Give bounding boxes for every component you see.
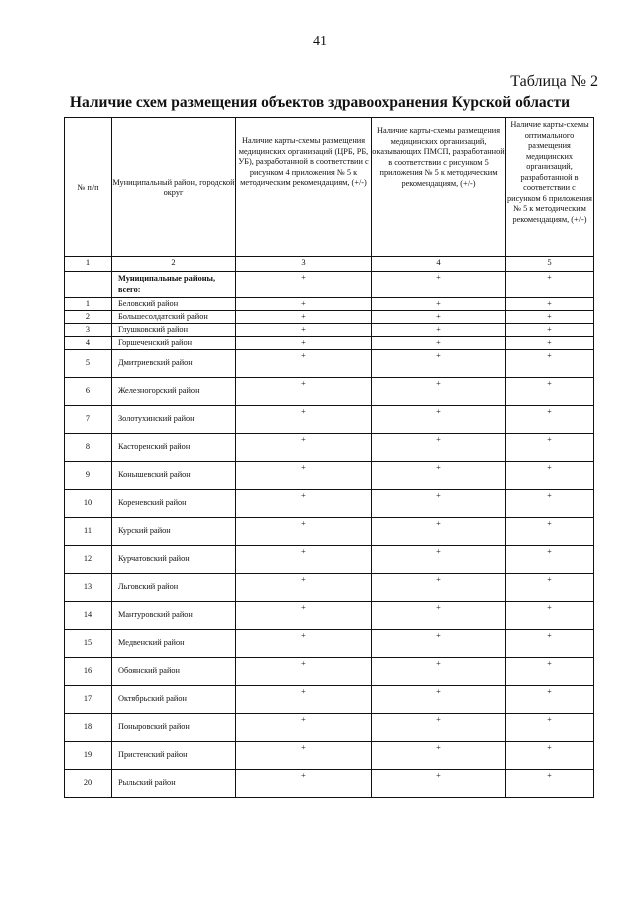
total-row-label: Муниципальные районы, всего: bbox=[112, 272, 236, 298]
district-name: Поныровский район bbox=[112, 714, 236, 742]
document-title: Наличие схем размещения объектов здравоохранения Курской области bbox=[69, 94, 571, 111]
pmsp-map-mark: + bbox=[372, 324, 506, 337]
table-row bbox=[65, 406, 594, 434]
crb-map-mark: + bbox=[236, 298, 372, 311]
row-number: 10 bbox=[65, 490, 112, 518]
pmsp-map-mark: + bbox=[372, 546, 506, 574]
crb-map-mark: + bbox=[236, 337, 372, 350]
district-name: Курчатовский район bbox=[112, 546, 236, 574]
crb-map-mark: + bbox=[236, 770, 372, 798]
crb-map-mark: + bbox=[236, 574, 372, 602]
table-row bbox=[65, 311, 594, 324]
pmsp-map-mark: + bbox=[372, 462, 506, 490]
crb-map-mark: + bbox=[236, 742, 372, 770]
district-name: Железногорский район bbox=[112, 378, 236, 406]
table-row bbox=[65, 574, 594, 602]
district-name: Пристенский район bbox=[112, 742, 236, 770]
pmsp-map-mark: + bbox=[372, 337, 506, 350]
pmsp-map-mark: + bbox=[372, 770, 506, 798]
district-name: Льговский район bbox=[112, 574, 236, 602]
column-number-row bbox=[65, 257, 594, 272]
header-col-optimal-map: Наличие карты-схемы оптимального размещения медицинских организаций, разработанной в соответствии с рисунком 6 приложения № 5 к методическим рекомендациям, (+/-) bbox=[506, 118, 594, 257]
table-header-row bbox=[65, 118, 594, 257]
column-number: 5 bbox=[506, 257, 594, 272]
table-row bbox=[65, 378, 594, 406]
crb-map-mark: + bbox=[236, 630, 372, 658]
pmsp-map-mark: + bbox=[372, 378, 506, 406]
row-number: 11 bbox=[65, 518, 112, 546]
optimal-map-mark: + bbox=[506, 350, 594, 378]
row-number: 1 bbox=[65, 298, 112, 311]
optimal-map-mark: + bbox=[506, 298, 594, 311]
table-row bbox=[65, 298, 594, 311]
table-row bbox=[65, 324, 594, 337]
crb-map-mark: + bbox=[236, 602, 372, 630]
header-col-number: № п/п bbox=[65, 118, 112, 257]
crb-map-mark: + bbox=[236, 462, 372, 490]
pmsp-map-mark: + bbox=[372, 350, 506, 378]
district-name: Беловский район bbox=[112, 298, 236, 311]
pmsp-map-mark: + bbox=[372, 658, 506, 686]
total-row-number bbox=[65, 272, 112, 298]
page-number: 41 bbox=[313, 34, 327, 49]
table-row bbox=[65, 434, 594, 462]
total-row-optimal-map: + bbox=[506, 272, 594, 298]
pmsp-map-mark: + bbox=[372, 490, 506, 518]
optimal-map-mark: + bbox=[506, 630, 594, 658]
crb-map-mark: + bbox=[236, 518, 372, 546]
row-number: 5 bbox=[65, 350, 112, 378]
row-number: 9 bbox=[65, 462, 112, 490]
row-number: 4 bbox=[65, 337, 112, 350]
pmsp-map-mark: + bbox=[372, 518, 506, 546]
table-row bbox=[65, 602, 594, 630]
row-number: 18 bbox=[65, 714, 112, 742]
table-row bbox=[65, 337, 594, 350]
pmsp-map-mark: + bbox=[372, 574, 506, 602]
row-number: 13 bbox=[65, 574, 112, 602]
district-name: Медвенский район bbox=[112, 630, 236, 658]
row-number: 16 bbox=[65, 658, 112, 686]
row-number: 2 bbox=[65, 311, 112, 324]
total-row bbox=[65, 272, 594, 298]
column-number: 4 bbox=[372, 257, 506, 272]
crb-map-mark: + bbox=[236, 658, 372, 686]
table-row bbox=[65, 462, 594, 490]
optimal-map-mark: + bbox=[506, 518, 594, 546]
row-number: 19 bbox=[65, 742, 112, 770]
crb-map-mark: + bbox=[236, 714, 372, 742]
pmsp-map-mark: + bbox=[372, 406, 506, 434]
row-number: 14 bbox=[65, 602, 112, 630]
optimal-map-mark: + bbox=[506, 714, 594, 742]
optimal-map-mark: + bbox=[506, 742, 594, 770]
header-col-crb-map: Наличие карты-схемы размещения медицинских организаций (ЦРБ, РБ, УБ), разработанной в соответствии с рисунком 4 приложения № 5 к методическим рекомендациям, (+/-) bbox=[236, 118, 372, 257]
table-row bbox=[65, 630, 594, 658]
table-label: Таблица № 2 bbox=[510, 73, 598, 90]
district-name: Большесолдатский район bbox=[112, 311, 236, 324]
row-number: 6 bbox=[65, 378, 112, 406]
optimal-map-mark: + bbox=[506, 324, 594, 337]
header-col-pmsp-map: Наличие карты-схемы размещения медицинских организаций, оказывающих ПМСП, разработанной в соответствии с рисунком 5 приложения № 5 к методическим рекомендациям, (+/-) bbox=[372, 118, 506, 257]
row-number: 3 bbox=[65, 324, 112, 337]
district-name: Мантуровский район bbox=[112, 602, 236, 630]
row-number: 20 bbox=[65, 770, 112, 798]
district-name: Касторенский район bbox=[112, 434, 236, 462]
optimal-map-mark: + bbox=[506, 311, 594, 324]
table-row bbox=[65, 714, 594, 742]
pmsp-map-mark: + bbox=[372, 686, 506, 714]
district-name: Конышевский район bbox=[112, 462, 236, 490]
pmsp-map-mark: + bbox=[372, 602, 506, 630]
row-number: 7 bbox=[65, 406, 112, 434]
crb-map-mark: + bbox=[236, 311, 372, 324]
optimal-map-mark: + bbox=[506, 462, 594, 490]
crb-map-mark: + bbox=[236, 378, 372, 406]
table-row bbox=[65, 546, 594, 574]
district-name: Дмитриевский район bbox=[112, 350, 236, 378]
table-row bbox=[65, 518, 594, 546]
column-number: 2 bbox=[112, 257, 236, 272]
optimal-map-mark: + bbox=[506, 686, 594, 714]
row-number: 17 bbox=[65, 686, 112, 714]
district-name: Курский район bbox=[112, 518, 236, 546]
header-col-district: Муниципальный район, городской округ bbox=[112, 118, 236, 257]
district-name: Горшеченский район bbox=[112, 337, 236, 350]
crb-map-mark: + bbox=[236, 406, 372, 434]
total-row-crb-map: + bbox=[236, 272, 372, 298]
district-name: Глушковский район bbox=[112, 324, 236, 337]
district-name: Кореневский район bbox=[112, 490, 236, 518]
pmsp-map-mark: + bbox=[372, 742, 506, 770]
optimal-map-mark: + bbox=[506, 406, 594, 434]
crb-map-mark: + bbox=[236, 490, 372, 518]
optimal-map-mark: + bbox=[506, 574, 594, 602]
optimal-map-mark: + bbox=[506, 434, 594, 462]
district-name: Октябрьский район bbox=[112, 686, 236, 714]
table-row bbox=[65, 770, 594, 798]
crb-map-mark: + bbox=[236, 434, 372, 462]
optimal-map-mark: + bbox=[506, 337, 594, 350]
pmsp-map-mark: + bbox=[372, 311, 506, 324]
district-name: Рыльский район bbox=[112, 770, 236, 798]
optimal-map-mark: + bbox=[506, 490, 594, 518]
table-row bbox=[65, 742, 594, 770]
crb-map-mark: + bbox=[236, 546, 372, 574]
table-row bbox=[65, 658, 594, 686]
optimal-map-mark: + bbox=[506, 378, 594, 406]
optimal-map-mark: + bbox=[506, 546, 594, 574]
optimal-map-mark: + bbox=[506, 658, 594, 686]
pmsp-map-mark: + bbox=[372, 714, 506, 742]
row-number: 12 bbox=[65, 546, 112, 574]
table-row bbox=[65, 490, 594, 518]
districts-table bbox=[64, 117, 594, 798]
district-name: Золотухинский район bbox=[112, 406, 236, 434]
column-number: 3 bbox=[236, 257, 372, 272]
row-number: 8 bbox=[65, 434, 112, 462]
table-row bbox=[65, 350, 594, 378]
district-name: Обоянский район bbox=[112, 658, 236, 686]
crb-map-mark: + bbox=[236, 324, 372, 337]
table-row bbox=[65, 686, 594, 714]
total-row-pmsp-map: + bbox=[372, 272, 506, 298]
row-number: 15 bbox=[65, 630, 112, 658]
crb-map-mark: + bbox=[236, 686, 372, 714]
column-number: 1 bbox=[65, 257, 112, 272]
optimal-map-mark: + bbox=[506, 770, 594, 798]
pmsp-map-mark: + bbox=[372, 298, 506, 311]
pmsp-map-mark: + bbox=[372, 630, 506, 658]
pmsp-map-mark: + bbox=[372, 434, 506, 462]
crb-map-mark: + bbox=[236, 350, 372, 378]
optimal-map-mark: + bbox=[506, 602, 594, 630]
